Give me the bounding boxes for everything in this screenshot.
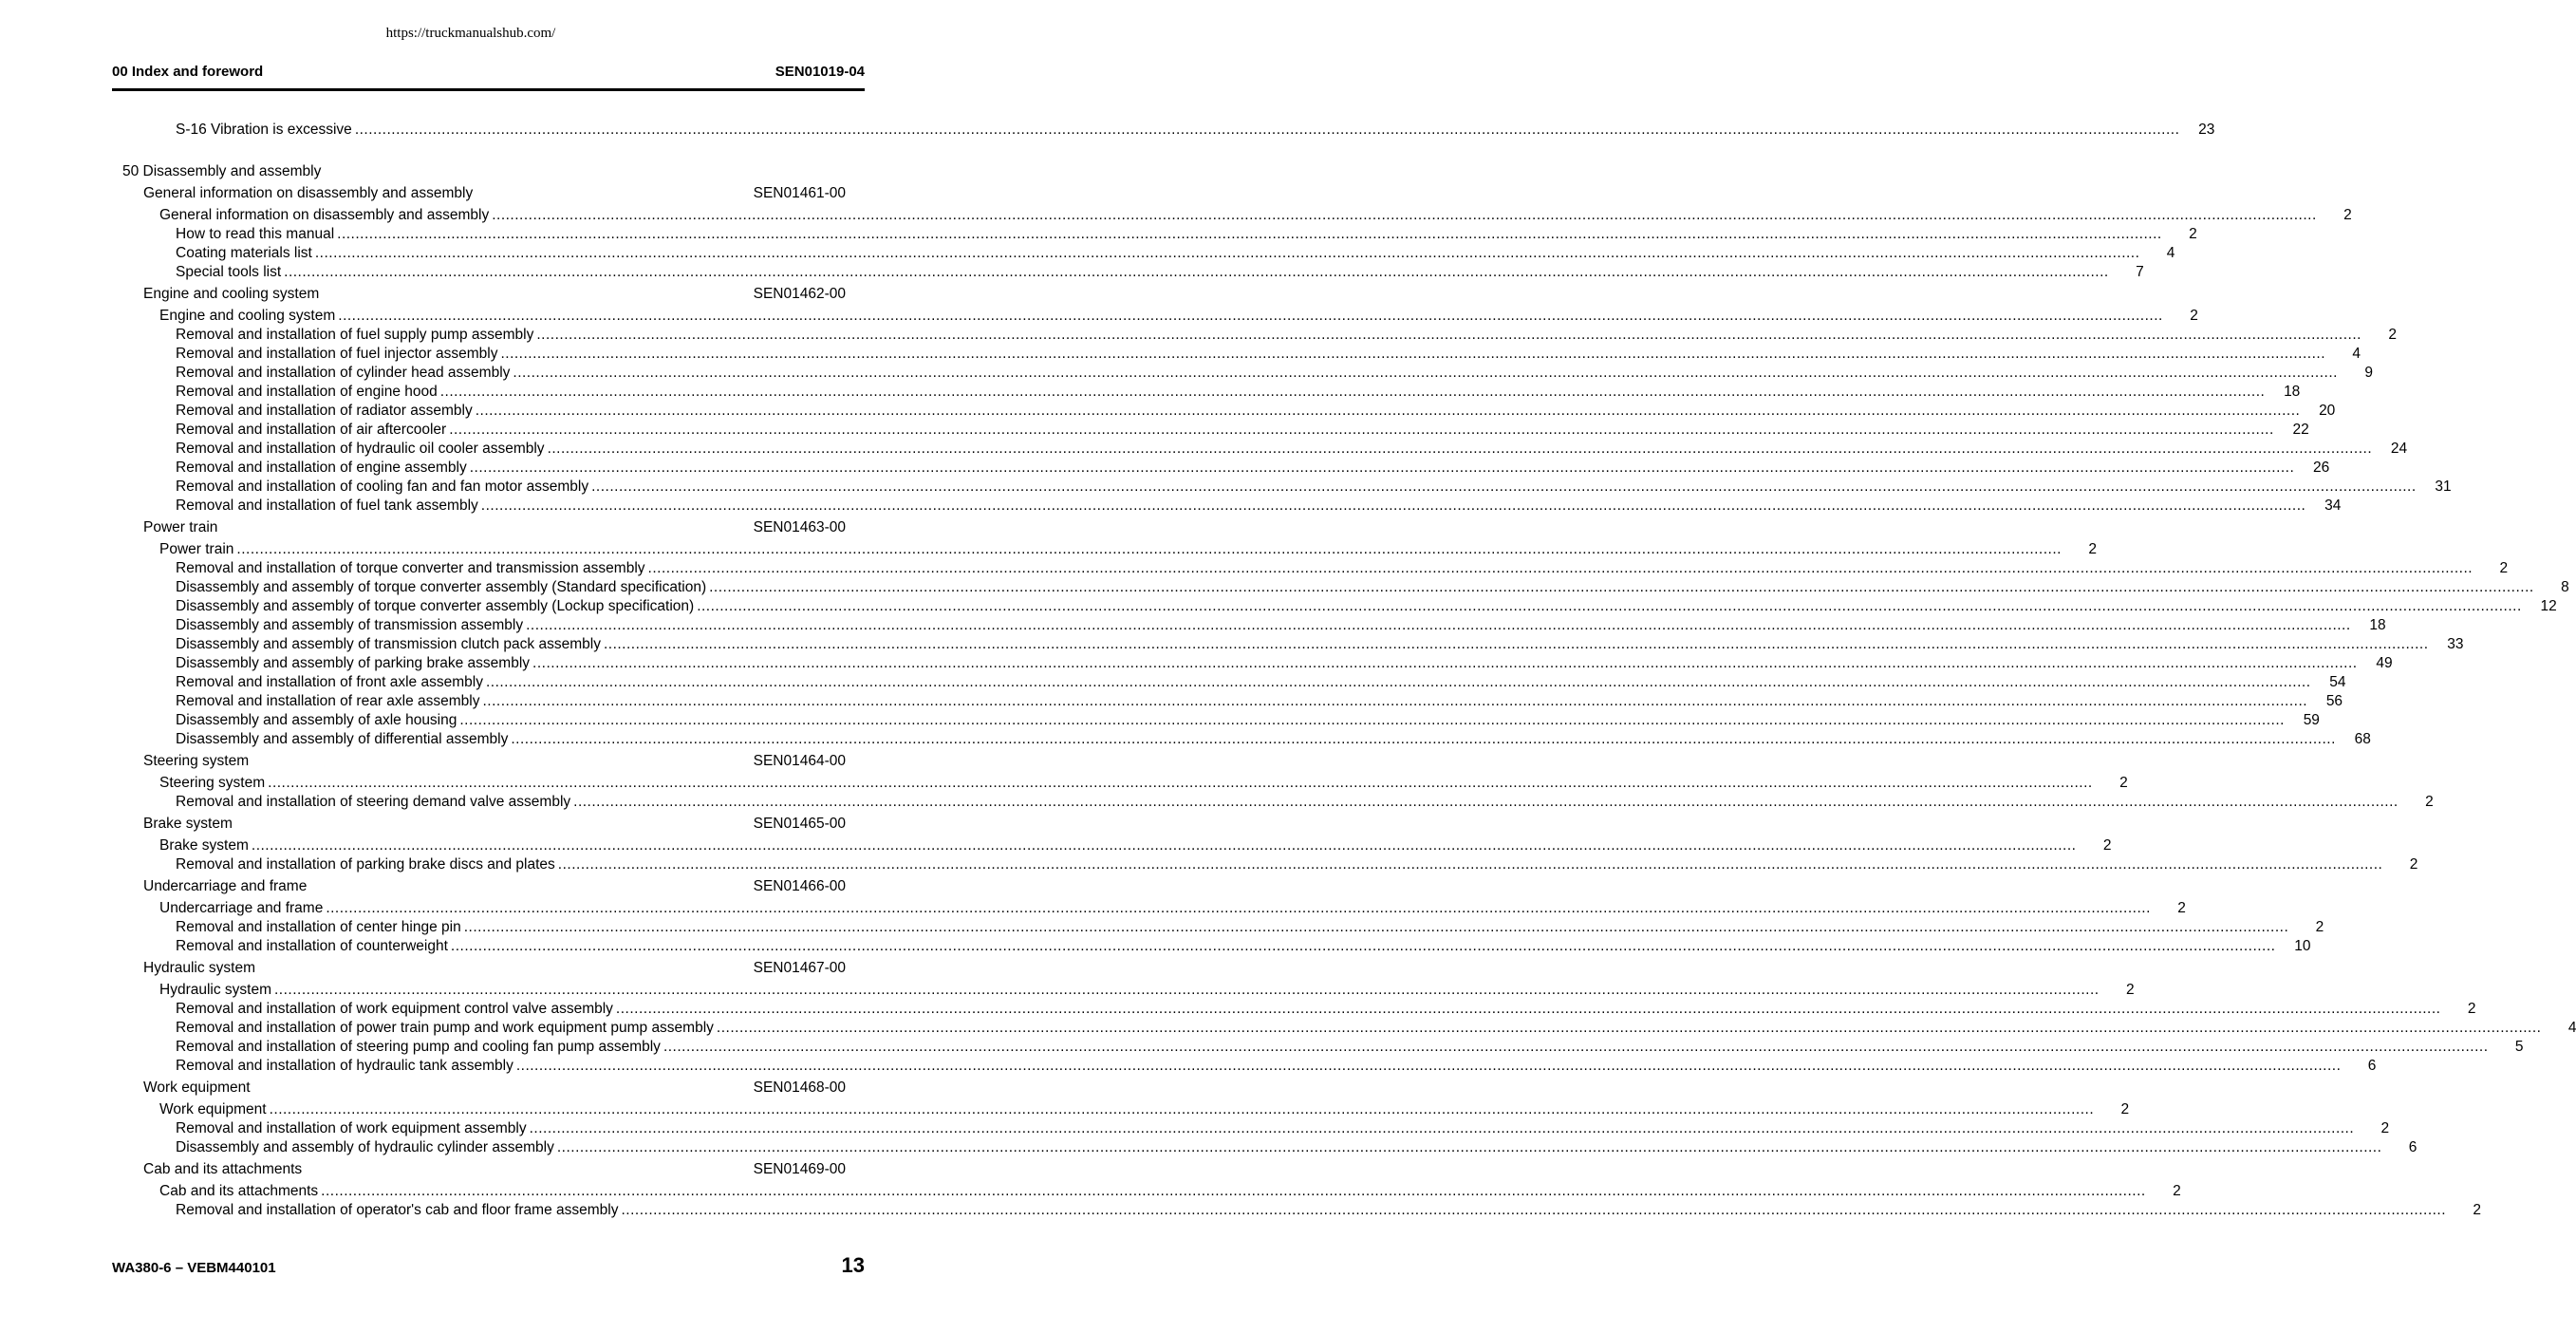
toc-section-title: Steering system [143,753,250,769]
toc-entry-page: 2 [2343,207,2352,223]
toc-section-code: SEN01461-00 [753,185,846,201]
dot-leader: ................................................................................................................................................................................................................................................................................................................................................................................................................ [284,264,2109,280]
toc-entry-page: 18 [2369,617,2386,633]
toc-entry-title: Steering system [159,775,266,791]
toc-entry[interactable] [159,899,2186,918]
toc-entry[interactable] [176,459,2330,478]
toc-entry-title: Special tools list [176,264,282,280]
toc-entry-title: Removal and installation of fuel supply pump assembly [176,327,534,343]
toc-entry-title: Removal and installation of steering pump and cooling fan pump assembly [176,1039,661,1055]
dot-leader: ................................................................................................................................................................................................................................................................................................................................................................................................................ [459,712,2285,728]
toc-entry-title: Removal and installation of engine hood [176,384,438,400]
toc-entry-page: 20 [2319,403,2336,419]
toc-entry-title: General information on disassembly and assembly [159,207,490,223]
toc-section-code: SEN01468-00 [753,1080,846,1096]
toc-section-row[interactable] [143,184,846,203]
dot-leader: ................................................................................................................................................................................................................................................................................................................................................................................................................ [547,441,2373,457]
toc-entry[interactable] [176,635,2464,654]
toc-entry[interactable] [176,559,2509,578]
toc-entry[interactable] [176,383,2301,402]
toc-entry-page: 2 [2102,837,2112,854]
toc-entry[interactable] [159,836,2112,855]
dot-leader: ................................................................................................................................................................................................................................................................................................................................................................................................................ [647,560,2473,576]
toc-entry-title: Removal and installation of operator's cab and floor frame assembly [176,1202,619,1218]
toc-entry-title: Removal and installation of torque converter and transmission assembly [176,560,645,576]
toc-section-title: Hydraulic system [143,960,255,976]
toc-section-title: Power train [143,519,218,535]
toc-entry-title: Disassembly and assembly of torque converter assembly (Lockup specification) [176,598,695,614]
toc-entry[interactable] [176,326,2397,345]
dot-leader: ................................................................................................................................................................................................................................................................................................................................................................................................................ [326,900,2151,916]
dot-leader: ................................................................................................................................................................................................................................................................................................................................................................................................................ [716,1020,2542,1036]
toc-entry[interactable] [176,263,2144,282]
toc-section-code: SEN01466-00 [753,878,846,894]
toc-entry-title: Removal and installation of cooling fan and fan motor assembly [176,479,589,495]
toc-entry[interactable] [176,597,2557,616]
dot-leader: ................................................................................................................................................................................................................................................................................................................................................................................................................ [515,1058,2342,1074]
toc-entry-title: Engine and cooling system [159,308,336,324]
toc-entry-page: 33 [2447,636,2464,652]
dot-leader: ................................................................................................................................................................................................................................................................................................................................................................................................................ [354,122,2180,138]
toc-entry-page: 6 [2367,1058,2377,1074]
dot-leader: ................................................................................................................................................................................................................................................................................................................................................................................................................ [450,938,2276,954]
toc-entry-title: Removal and installation of parking brake discs and plates [176,856,555,873]
toc-section-title: Cab and its attachments [143,1161,303,1177]
toc-entry-title: Hydraulic system [159,982,271,998]
toc-entry-page: 2 [2425,794,2434,810]
dot-leader: ................................................................................................................................................................................................................................................................................................................................................................................................................ [337,226,2162,242]
toc-entry[interactable] [159,774,2128,793]
dot-leader: ................................................................................................................................................................................................................................................................................................................................................................................................................ [338,308,2163,324]
toc-entry[interactable] [176,1138,2417,1157]
dot-leader: ................................................................................................................................................................................................................................................................................................................................................................................................................ [529,1120,2355,1136]
toc-entry[interactable] [176,364,2373,383]
dot-leader: ................................................................................................................................................................................................................................................................................................................................................................................................................ [439,384,2266,400]
toc-entry[interactable] [176,497,2342,516]
toc-section-row[interactable] [143,815,846,834]
dot-leader: ................................................................................................................................................................................................................................................................................................................................................................................................................ [269,1101,2095,1117]
dot-leader: ................................................................................................................................................................................................................................................................................................................................................................................................................ [663,1039,2489,1055]
dot-leader: ................................................................................................................................................................................................................................................................................................................................................................................................................ [314,245,2140,261]
header-document-code: SEN01019-04 [775,64,865,80]
toc-entry-title: Removal and installation of work equipment control valve assembly [176,1001,613,1017]
toc-entry-page: 2 [2388,327,2397,343]
toc-entry[interactable] [176,1038,2524,1057]
toc-entry-page: 2 [2409,856,2418,873]
toc-entry[interactable] [159,540,2097,559]
toc-entry-title: Removal and installation of power train pump and work equipment pump assembly [176,1020,714,1036]
toc-section-row[interactable] [143,752,846,771]
toc-entry[interactable] [176,478,2452,497]
toc-entry-page: 2 [2119,775,2128,791]
dot-leader: ................................................................................................................................................................................................................................................................................................................................................................................................................ [511,731,2336,747]
toc-entry-page: 59 [2303,712,2320,728]
dot-leader: ................................................................................................................................................................................................................................................................................................................................................................................................................ [449,422,2274,438]
header-chapter-title: 00 Index and foreword [112,64,264,80]
toc-section-title: Brake system [143,816,233,832]
dot-leader: ................................................................................................................................................................................................................................................................................................................................................................................................................ [463,919,2289,935]
dot-leader: ................................................................................................................................................................................................................................................................................................................................................................................................................ [475,403,2301,419]
toc-entry[interactable] [176,937,2311,956]
dot-leader: ................................................................................................................................................................................................................................................................................................................................................................................................................ [236,541,2062,557]
toc-section-code: SEN01462-00 [753,286,846,302]
toc-entry-title: Disassembly and assembly of differential assembly [176,731,509,747]
toc-entry-title: Removal and installation of steering demand valve assembly [176,794,571,810]
toc-entry-title: Disassembly and assembly of transmission clutch pack assembly [176,636,601,652]
toc-section-row[interactable] [143,1160,846,1179]
toc-entry[interactable] [159,981,2135,1000]
toc-entry-title: Undercarriage and frame [159,900,324,916]
toc-entry[interactable] [176,244,2175,263]
toc-entry[interactable] [176,616,2386,635]
toc-entry-page: 8 [2561,579,2569,595]
toc-entry-page: 5 [2514,1039,2524,1055]
toc-entry-page: 4 [2352,346,2361,362]
toc-entry-title: Cab and its attachments [159,1183,319,1199]
toc-entry[interactable] [176,793,2434,812]
toc-section-row[interactable] [143,285,846,304]
toc-entry-page: 2 [2177,900,2186,916]
toc-entry-title: Coating materials list [176,245,312,261]
toc-entry[interactable] [176,1119,2390,1138]
toc-entry[interactable] [176,692,2343,711]
toc-entry-title: Disassembly and assembly of transmission assembly [176,617,524,633]
dot-leader: ................................................................................................................................................................................................................................................................................................................................................................................................................ [536,327,2361,343]
toc-entry[interactable] [176,711,2320,730]
toc-entry[interactable] [176,1201,2482,1220]
dot-leader: ................................................................................................................................................................................................................................................................................................................................................................................................................ [557,856,2383,873]
toc-entry-page: 2 [2088,541,2097,557]
footer-model-code: WA380-6 – VEBM440101 [112,1260,276,1276]
toc-entry-title: Removal and installation of fuel tank assembly [176,498,478,514]
toc-section-title: Work equipment [143,1080,251,1096]
dot-leader: ................................................................................................................................................................................................................................................................................................................................................................................................................ [274,982,2100,998]
toc-entry-page: 2 [2190,308,2198,324]
toc-section-code: SEN01465-00 [753,816,846,832]
dot-leader: ................................................................................................................................................................................................................................................................................................................................................................................................................ [251,837,2077,854]
toc-section-title: Undercarriage and frame [143,878,308,894]
toc-entry[interactable] [176,578,2569,597]
toc-entry[interactable] [176,402,2336,421]
dot-leader: ................................................................................................................................................................................................................................................................................................................................................................................................................ [591,479,2417,495]
toc-entry-page: 12 [2540,598,2557,614]
toc-entry-page: 6 [2408,1139,2417,1155]
toc-entry-title: Removal and installation of counterweight [176,938,448,954]
toc-entry-page: 31 [2435,479,2452,495]
dot-leader: ................................................................................................................................................................................................................................................................................................................................................................................................................ [556,1139,2382,1155]
toc-section-code: SEN01469-00 [753,1161,846,1177]
toc-entry-page: 24 [2390,441,2408,457]
dot-leader: ................................................................................................................................................................................................................................................................................................................................................................................................................ [482,693,2308,709]
toc-entry-page: 68 [2354,731,2371,747]
toc-entry[interactable] [176,654,2393,673]
toc-entry[interactable] [159,206,2352,225]
toc-entry-title: How to read this manual [176,226,335,242]
toc-entry[interactable] [176,730,2371,749]
dot-leader: ................................................................................................................................................................................................................................................................................................................................................................................................................ [603,636,2429,652]
toc-section-code: SEN01464-00 [753,753,846,769]
toc-entry-title: Removal and installation of fuel injector assembly [176,346,498,362]
toc-entry-page: 2 [2189,226,2197,242]
toc-entry-title: Brake system [159,837,249,854]
toc-entry[interactable] [159,307,2198,326]
toc-entry[interactable] [176,918,2324,937]
toc-entry-page: 22 [2292,422,2309,438]
source-url: https://truckmanualshub.com/ [385,26,556,41]
toc-entry-title: Disassembly and assembly of hydraulic cylinder assembly [176,1139,554,1155]
toc-entry-page: 4 [2166,245,2175,261]
toc-entry-title: Removal and installation of center hinge pin [176,919,461,935]
toc-entry-page: 2 [2473,1202,2482,1218]
toc-section-title: General information on disassembly and assembly [143,185,474,201]
dot-leader: ................................................................................................................................................................................................................................................................................................................................................................................................................ [480,498,2306,514]
toc-entry-page: 4 [2567,1020,2576,1036]
toc-entry-page: 34 [2324,498,2342,514]
toc-entry-title: Removal and installation of cylinder head assembly [176,365,511,381]
toc-entry[interactable] [176,1000,2476,1019]
toc-entry-page: 26 [2313,460,2330,476]
toc-entry[interactable] [176,421,2309,440]
toc-entry-page: 9 [2364,365,2373,381]
toc-entry-title: Removal and installation of air aftercooler [176,422,447,438]
toc-entry-title: Removal and installation of engine assembly [176,460,467,476]
toc-entry[interactable] [159,1100,2130,1119]
toc-chapter-title: 50 Disassembly and assembly [122,163,322,179]
toc-entry-page: 7 [2136,264,2144,280]
toc-section-title: Engine and cooling system [143,286,320,302]
toc-entry-page: 54 [2329,674,2346,690]
toc-entry-page: 2 [2315,919,2324,935]
toc-entry[interactable] [176,1057,2377,1076]
dot-leader: ................................................................................................................................................................................................................................................................................................................................................................................................................ [573,794,2399,810]
toc-section-row[interactable] [143,518,846,537]
dot-leader: ................................................................................................................................................................................................................................................................................................................................................................................................................ [492,207,2317,223]
toc-entry-title: Work equipment [159,1101,267,1117]
toc-entry-title: Disassembly and assembly of torque converter assembly (Standard specification) [176,579,707,595]
toc-entry-page: 2 [2173,1183,2181,1199]
toc-entry[interactable] [176,345,2361,364]
dot-leader: ................................................................................................................................................................................................................................................................................................................................................................................................................ [615,1001,2441,1017]
toc-entry-title: Disassembly and assembly of parking brake assembly [176,655,531,671]
toc-entry-title: S-16 Vibration is excessive [176,122,352,138]
toc-entry-page: 2 [2380,1120,2390,1136]
dot-leader: ................................................................................................................................................................................................................................................................................................................................................................................................................ [709,579,2534,595]
dot-leader: ................................................................................................................................................................................................................................................................................................................................................................................................................ [485,674,2311,690]
toc-entry-title: Removal and installation of hydraulic oil cooler assembly [176,441,545,457]
dot-leader: ................................................................................................................................................................................................................................................................................................................................................................................................................ [621,1202,2447,1218]
toc-section-code: SEN01467-00 [753,960,846,976]
toc-entry-page: 10 [2294,938,2311,954]
toc-entry-title: Removal and installation of front axle assembly [176,674,483,690]
toc-section-row[interactable] [143,959,846,978]
dot-leader: ................................................................................................................................................................................................................................................................................................................................................................................................................ [500,346,2326,362]
toc-section-row[interactable] [143,877,846,896]
toc-entry-page: 2 [2467,1001,2476,1017]
toc-entry-title: Removal and installation of rear axle assembly [176,693,480,709]
dot-leader: ................................................................................................................................................................................................................................................................................................................................................................................................................ [697,598,2522,614]
toc-entry-page: 2 [2125,982,2135,998]
toc-entry-page: 56 [2325,693,2343,709]
dot-leader: ................................................................................................................................................................................................................................................................................................................................................................................................................ [526,617,2351,633]
toc-entry-page: 23 [2198,122,2215,138]
toc-entry[interactable] [176,225,2197,244]
dot-leader: ................................................................................................................................................................................................................................................................................................................................................................................................................ [321,1183,2146,1199]
toc-entry-page: 2 [2120,1101,2130,1117]
toc-entry-page: 2 [2499,560,2509,576]
toc-entry-page: 49 [2376,655,2393,671]
dot-leader: ................................................................................................................................................................................................................................................................................................................................................................................................................ [532,655,2358,671]
dot-leader: ................................................................................................................................................................................................................................................................................................................................................................................................................ [268,775,2093,791]
dot-leader: ................................................................................................................................................................................................................................................................................................................................................................................................................ [469,460,2295,476]
footer-page-number: 13 [841,1253,865,1277]
toc-entry[interactable] [159,1182,2181,1201]
dot-leader: ................................................................................................................................................................................................................................................................................................................................................................................................................ [513,365,2338,381]
toc-entry-title: Power train [159,541,234,557]
toc-entry[interactable] [176,121,2215,140]
toc-entry[interactable] [176,855,2418,874]
toc-entry[interactable] [176,673,2346,692]
toc-section-code: SEN01463-00 [753,519,846,535]
toc-entry[interactable] [176,1019,2576,1038]
toc-entry-title: Removal and installation of radiator assembly [176,403,473,419]
toc-entry-title: Removal and installation of hydraulic tank assembly [176,1058,513,1074]
toc-entry[interactable] [176,440,2408,459]
toc-entry-title: Disassembly and assembly of axle housing [176,712,457,728]
toc-entry-title: Removal and installation of work equipment assembly [176,1120,527,1136]
toc-section-row[interactable] [143,1079,846,1098]
toc-entry-page: 18 [2284,384,2301,400]
